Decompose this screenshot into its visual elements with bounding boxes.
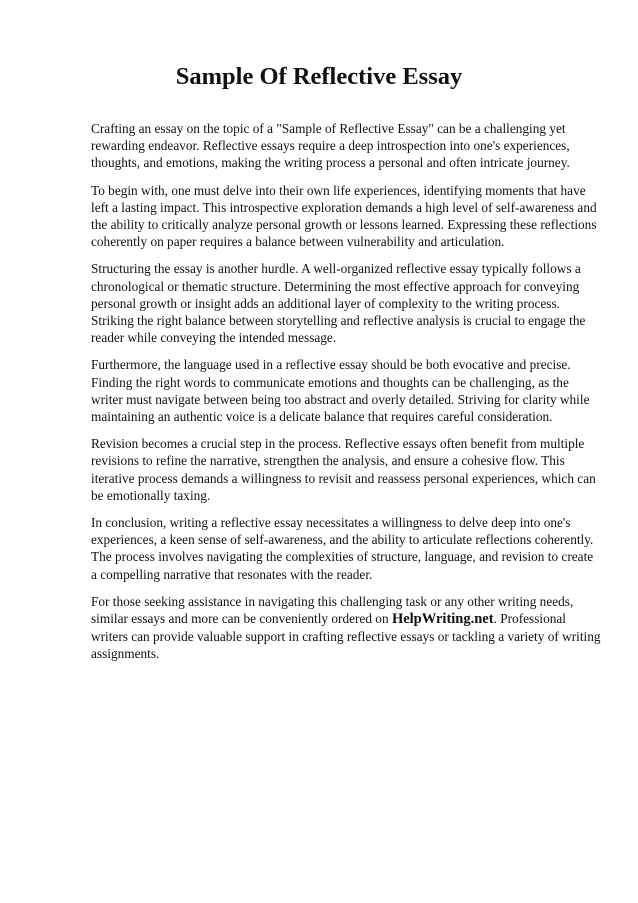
- page-title: Sample Of Reflective Essay: [175, 63, 463, 90]
- paragraph-language: Furthermore, the language used in a reflective essay should be both evocative and precise. Finding the right words to communicate emotions and thoughts can be challenging, as the writer must navigate between being too abstract and overly detailed. Striving for clarity while maintaining an authentic voice is a delicate balance that requires careful consideration.: [91, 357, 590, 425]
- closing-text-after-link: . Professional writers can provide valuable support in crafting reflective essays or tackling a variety of writing assignments.: [91, 611, 601, 662]
- paragraph-intro: Crafting an essay on the topic of a "Sample of Reflective Essay" can be a challenging yet rewarding endeavor. Reflective essays require a deep introspection into one's experiences, thoughts, and emotions, making the writing process a personal and often intricate journey.: [91, 121, 570, 171]
- essay-body: [91, 120, 601, 673]
- helpwriting-link[interactable]: HelpWriting.net: [391, 611, 494, 628]
- paragraph-life-experiences: To begin with, one must delve into their own life experiences, identifying moments that have left a lasting impact. This introspective exploration demands a high level of self-awareness and the ability to critically analyze personal growth or lessons learned. Expressing these reflections coherently on paper requires a balance between vulnerability and articulation.: [91, 182, 597, 250]
- paragraph-conclusion: In conclusion, writing a reflective essay necessitates a willingness to delve deep into one's experiences, a keen sense of self-awareness, and the ability to articulate reflections coherently. The process involves navigating the complexities of structure, language, and revision to create a compelling narrative that resonates with the reader.: [91, 515, 594, 582]
- paragraph-structure: Structuring the essay is another hurdle. A well-organized reflective essay typically follows a chronological or thematic structure. Determining the most effective approach for conveying personal growth or insight adds an additional layer of complexity to the writing process. Striking the right balance between storytelling and reflective analysis is crucial to engage the reader while conveying the intended message.: [91, 261, 586, 346]
- closing-text-before-link: For those seeking assistance in navigating this challenging task or any other writing needs, similar essays and more can be conveniently ordered on: [91, 593, 574, 627]
- paragraph-closing: [91, 593, 601, 663]
- paragraph-revision: Revision becomes a crucial step in the process. Reflective essays often benefit from multiple revisions to refine the narrative, strengthen the analysis, and ensure a cohesive flow. This iterative process demands a willingness to revisit and reassess personal experiences, which can be emotionally taxing.: [91, 436, 596, 503]
